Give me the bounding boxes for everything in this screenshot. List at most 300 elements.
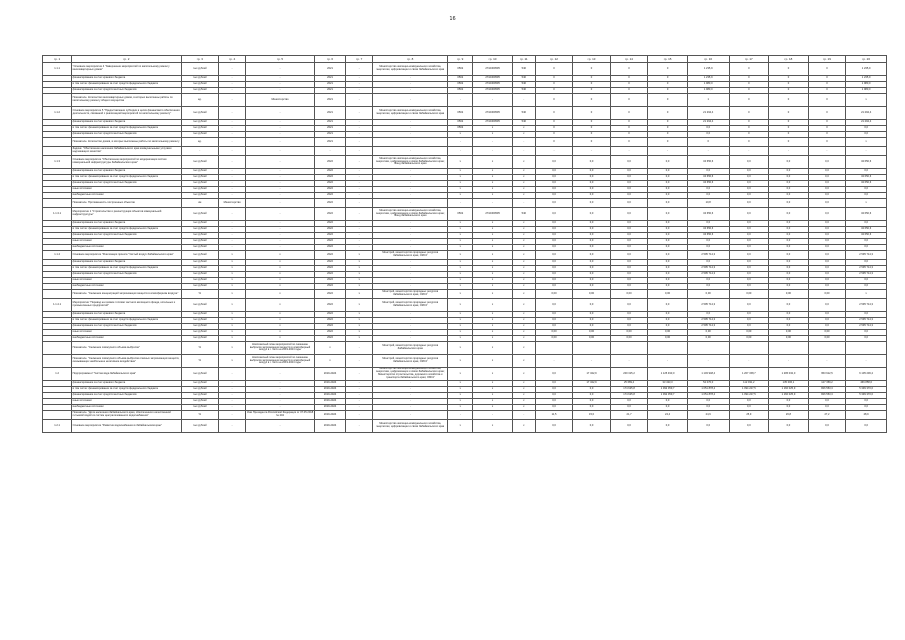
table-cell: - (373, 76, 448, 82)
table-cell: 0 (648, 94, 688, 107)
row-number-cell (43, 138, 72, 147)
table-cell: 0,0 (610, 187, 648, 193)
table-cell: 953 912,5 (808, 368, 846, 381)
table-cell: тыс.рублей (181, 221, 219, 227)
table-cell: 0,0 (846, 405, 887, 411)
table-cell: х (473, 181, 513, 187)
table-cell: х (246, 251, 315, 260)
table-cell: 0 (769, 76, 809, 82)
table-cell: тыс.рублей (181, 251, 219, 260)
row-title-cell: Показатель: Протяженность построенных объектов (72, 199, 181, 208)
table-cell: 0,0 (610, 221, 648, 227)
table-cell: х (473, 260, 513, 266)
table-cell: 2022 (314, 175, 345, 181)
table-cell: - (373, 120, 448, 126)
table-cell: х (246, 318, 315, 324)
table-cell: 28,9 (846, 411, 887, 420)
table-cell: Министерство жилищно-коммунального хозяйства, энергетики, цифровизации и связи Забайкальского края; Фонд Забайкальского края (373, 156, 448, 169)
table-cell (729, 342, 769, 355)
table-cell: 2022 (314, 193, 345, 199)
table-cell: тыс.рублей (181, 156, 219, 169)
table-cell (808, 342, 846, 355)
table-cell: 0,0 (610, 251, 648, 260)
row-title-cell: внебюджетные источники (72, 284, 181, 290)
table-cell: 540 (512, 88, 535, 94)
table-cell: 26,8 (769, 411, 809, 420)
table-cell: х (448, 187, 473, 193)
table-cell: х (346, 336, 373, 342)
table-cell: - (512, 147, 535, 156)
table-cell: 0,0 (808, 239, 846, 245)
table-cell: - (219, 420, 246, 433)
table-cell: 1 235,9 (846, 76, 887, 82)
row-number-cell: 1.1.2 (43, 107, 72, 120)
table-cell: х (512, 126, 535, 132)
table-cell: 1 094 227,5 (729, 393, 769, 399)
table-cell: х (346, 260, 373, 266)
table-cell: 0502 (448, 107, 473, 120)
table-cell: 2021 (314, 82, 345, 88)
table-cell: 2 595 714,3 (687, 318, 729, 324)
table-cell: 0 (610, 120, 648, 126)
table-cell: - (473, 138, 513, 147)
table-cell: 2021 (314, 107, 345, 120)
table-cell: 34 650,6 (687, 175, 729, 181)
table-cell: 0,0 (846, 278, 887, 284)
table-cell: - (219, 381, 246, 387)
table-cell: 2710309505 (473, 76, 513, 82)
table-cell: - (346, 63, 373, 76)
header-row (43, 56, 887, 63)
table-cell: х (473, 221, 513, 227)
table-cell: 0,0 (535, 199, 573, 208)
table-cell: х (473, 399, 513, 405)
table-cell: - (219, 399, 246, 405)
table-cell: 1 235,9 (687, 76, 729, 82)
table-cell: х (448, 245, 473, 251)
table-cell: 0,0 (573, 233, 611, 239)
table-cell: 0,0 (808, 227, 846, 233)
table-cell: х (448, 420, 473, 433)
table-cell: х (512, 330, 535, 336)
table-cell: 1 160 025,9 (769, 393, 809, 399)
table-cell: х (473, 272, 513, 278)
table-cell: 0,0 (573, 324, 611, 330)
table-cell: х (473, 420, 513, 433)
table-cell: 0 (573, 76, 611, 82)
table-cell: тыс.рублей (181, 88, 219, 94)
table-cell: 2022 (314, 187, 345, 193)
table-cell: х (448, 324, 473, 330)
table-cell: 2022 (314, 272, 345, 278)
table-cell: х (512, 381, 535, 387)
table-cell: 0 (535, 126, 573, 132)
table-cell: 0,0 (573, 208, 611, 221)
table-cell: - (373, 193, 448, 199)
table-cell: 2019-2024 (314, 393, 345, 399)
table-cell: 0502 (448, 88, 473, 94)
table-cell: 0,0 (729, 199, 769, 208)
table-cell: тыс.рублей (181, 399, 219, 405)
table-cell: 2710309505 (473, 107, 513, 120)
table-cell: 0,0 (808, 399, 846, 405)
table-cell: х (473, 245, 513, 251)
table-cell: 0,0 (648, 266, 688, 272)
table-cell: 0 (573, 132, 611, 138)
table-cell: х (346, 290, 373, 299)
table-cell: 0,0 (729, 324, 769, 330)
table-cell: 0,0 (535, 156, 573, 169)
table-cell: - (219, 233, 246, 239)
table-cell: 2 595 714,3 (846, 299, 887, 312)
row-number-cell: 1.1.4 (43, 251, 72, 260)
column-header: гр. 5 (246, 56, 315, 63)
table-cell: 1 980,0 (846, 82, 887, 88)
table-cell: - (346, 221, 373, 227)
table-cell: - (373, 318, 448, 324)
table-cell: х (473, 405, 513, 411)
table-cell: 0,0 (610, 239, 648, 245)
table-cell: 0 (535, 107, 573, 120)
table-cell: х (448, 342, 473, 355)
table-cell: 0 (808, 94, 846, 107)
table-row (43, 368, 887, 381)
table-cell: х (512, 156, 535, 169)
table-cell: 0,0 (535, 381, 573, 387)
table-cell: 0,0 (535, 181, 573, 187)
table-cell: 21,7 (610, 411, 648, 420)
table-cell: - (729, 355, 769, 368)
table-cell: тыс.рублей (181, 381, 219, 387)
table-cell: х (448, 193, 473, 199)
table-cell: х (512, 181, 535, 187)
table-cell: - (219, 221, 246, 227)
table-cell: - (769, 147, 809, 156)
table-cell: 0 (729, 82, 769, 88)
table-cell: тыс.рублей (181, 260, 219, 266)
table-cell: 0,0 (846, 221, 887, 227)
table-cell: 0,0 (535, 266, 573, 272)
table-cell: 0,0 (687, 169, 729, 175)
table-cell: 0,0 (769, 266, 809, 272)
row-title-cell: финансирование за счет средств местных бюджетов (72, 181, 181, 187)
table-cell: - (473, 199, 513, 208)
table-cell: 34 650,6 (846, 233, 887, 239)
table-cell: - (373, 278, 448, 284)
table-cell: 0,0 (687, 221, 729, 227)
table-cell: - (346, 387, 373, 393)
table-cell: 0,0 (648, 169, 688, 175)
table-cell: 2022 (314, 324, 345, 330)
table-cell: х (448, 181, 473, 187)
table-cell: 0,00 (769, 336, 809, 342)
table-cell: 0,0 (808, 318, 846, 324)
table-cell: 0,0 (610, 245, 648, 251)
table-row (43, 251, 887, 260)
table-row (43, 156, 887, 169)
table-cell: тыс.рублей (181, 405, 219, 411)
table-cell: - (219, 169, 246, 175)
table-cell: 0,0 (846, 312, 887, 318)
table-cell: 17 342,9 (573, 368, 611, 381)
table-cell: 0,0 (610, 260, 648, 266)
table-cell: 0,0 (687, 239, 729, 245)
table-cell: 0,0 (648, 208, 688, 221)
table-cell: - (448, 199, 473, 208)
table-cell: х (219, 260, 246, 266)
table-cell: х (346, 318, 373, 324)
table-cell: - (346, 82, 373, 88)
table-cell: 0,0 (610, 312, 648, 318)
table-cell: 0,0 (535, 187, 573, 193)
table-cell: 1 125 493,0 (648, 368, 688, 381)
row-title-cell: финансирование за счет средств местных бюджетов (72, 324, 181, 330)
table-cell: 0,0 (535, 251, 573, 260)
table-cell: - (687, 147, 729, 156)
table-cell: 0,0 (648, 272, 688, 278)
table-cell: 0,0 (573, 193, 611, 199)
table-cell: - (246, 221, 315, 227)
table-cell: 0,0 (535, 233, 573, 239)
table-cell: 0,0 (729, 175, 769, 181)
table-cell: - (246, 126, 315, 132)
table-cell: 0,0 (648, 227, 688, 233)
table-cell: 2 595 714,3 (846, 318, 887, 324)
table-cell: - (219, 193, 246, 199)
table-cell: км (181, 199, 219, 208)
table-cell: 0,0 (729, 245, 769, 251)
table-cell: х (246, 290, 315, 299)
table-cell: 2022 (314, 312, 345, 318)
table-cell: 0 (769, 126, 809, 132)
table-cell: 0 (573, 138, 611, 147)
table-cell: тыс.рублей (181, 120, 219, 126)
table-cell: 0 (535, 138, 573, 147)
table-cell: 2019-2024 (314, 411, 345, 420)
table-cell: х (346, 299, 373, 312)
table-cell (573, 342, 611, 355)
table-cell: - (246, 227, 315, 233)
table-cell: 0 (808, 107, 846, 120)
table-row (43, 208, 887, 221)
table-cell: 0,0 (808, 169, 846, 175)
table-cell: 2710309505 (473, 120, 513, 126)
table-cell: 0,0 (846, 284, 887, 290)
table-cell: - (246, 405, 315, 411)
table-cell: 0,0 (729, 169, 769, 175)
table-cell: 0,0 (729, 193, 769, 199)
table-cell: 0 (808, 138, 846, 147)
column-header: гр. 3 (181, 56, 219, 63)
table-cell: 1 235,9 (846, 63, 887, 76)
table-cell: 0,0 (573, 399, 611, 405)
table-cell: 0,00 (535, 290, 573, 299)
table-cell: 0,0 (648, 324, 688, 330)
table-cell: 0 (535, 63, 573, 76)
table-cell: - (346, 233, 373, 239)
table-cell: - (246, 169, 315, 175)
table-cell: 0,0 (846, 399, 887, 405)
table-cell: 466 858,6 (846, 381, 887, 387)
table-cell: 0,0 (535, 318, 573, 324)
table-cell: 34 650,6 (687, 233, 729, 239)
row-title-cell: иные источники (72, 278, 181, 284)
table-cell: х (512, 187, 535, 193)
table-cell: 1 980,0 (846, 88, 887, 94)
table-cell: 540 (512, 208, 535, 221)
table-cell: тыс.рублей (181, 284, 219, 290)
table-cell: х (346, 272, 373, 278)
row-title-cell: Основное мероприятие 5 "Предоставление субсидии в целях финансового обеспечения деятельности, связанной с реализацией мероприятий по капитальному ремонту" (72, 107, 181, 120)
column-header: гр. 16 (687, 56, 729, 63)
row-number-cell: 1.1.4.1 (43, 299, 72, 312)
table-cell: 0,0 (648, 156, 688, 169)
table-cell: - (346, 175, 373, 181)
table-cell: - (346, 126, 373, 132)
table-cell: 0,00 (808, 290, 846, 299)
table-cell: Минстрой, министерство природных ресурсов Забайкальского края, ОМСУ (373, 299, 448, 312)
table-cell: 0,0 (535, 260, 573, 266)
table-cell: 0 (573, 120, 611, 126)
table-cell: 2022 (314, 299, 345, 312)
table-cell: 2022 (314, 284, 345, 290)
table-cell: тыс.рублей (181, 336, 219, 342)
table-cell: 0 (648, 88, 688, 94)
table-cell: х (512, 290, 535, 299)
table-cell (687, 342, 729, 355)
table-cell: - (610, 355, 648, 368)
table-cell: 0 (769, 107, 809, 120)
row-number-cell: 1.1.1 (43, 63, 72, 76)
row-title-cell: Показатель: "Снижение совокупного объема выбросов опасных загрязняющих веществ, оказывающих наибольшее негативное воздействие" (72, 355, 181, 368)
table-cell: - (846, 147, 887, 156)
table-cell: 0,0 (610, 208, 648, 221)
table-cell: 0,0 (610, 278, 648, 284)
table-cell: - (346, 94, 373, 107)
table-cell: 21 294,4 (687, 120, 729, 126)
row-title-cell: внебюджетные источники (72, 193, 181, 199)
table-cell: тыс.рублей (181, 239, 219, 245)
table-cell: 0,0 (573, 175, 611, 181)
table-cell: Минстрой, министерство природных ресурсов Забайкальского края, ОМСУ (373, 355, 448, 368)
table-cell: тыс.рублей (181, 330, 219, 336)
table-cell: 0,0 (769, 221, 809, 227)
row-title-cell: Показатель: "Снижение совокупного объема выбросов" (72, 342, 181, 355)
table-cell: - (246, 233, 315, 239)
table-cell: 2019-2024 (314, 420, 345, 433)
table-cell: - (246, 138, 315, 147)
table-cell: - (246, 199, 315, 208)
table-cell: 0 (769, 63, 809, 76)
table-cell: 0 (610, 82, 648, 88)
table-cell: х (512, 260, 535, 266)
table-cell: 0,0 (729, 239, 769, 245)
table-cell: х (448, 260, 473, 266)
table-cell: 2710309505 (473, 63, 513, 76)
table-cell: х (473, 187, 513, 193)
table-cell: 0,0 (808, 284, 846, 290)
table-cell: х (473, 126, 513, 132)
table-cell: х (846, 290, 887, 299)
table-cell: - (219, 132, 246, 138)
table-cell: 0 (769, 120, 809, 126)
table-cell: 0,0 (846, 169, 887, 175)
table-cell: - (219, 208, 246, 221)
table-cell: ед. (181, 94, 219, 107)
table-cell: 0,0 (573, 181, 611, 187)
table-cell: х (246, 312, 315, 318)
table-cell: - (219, 63, 246, 76)
table-cell: х (219, 342, 246, 355)
table-cell: 2021 (314, 94, 345, 107)
table-cell: - (246, 393, 315, 399)
table-cell: - (729, 147, 769, 156)
table-cell: 0,0 (769, 239, 809, 245)
table-cell: 0,0 (610, 233, 648, 239)
table-cell: Минстрой, министерство природных ресурсов Забайкальского края, ОМСУ (373, 290, 448, 299)
table-cell: 540 (512, 107, 535, 120)
table-cell: 0,0 (729, 233, 769, 239)
table-cell: - (373, 266, 448, 272)
table-cell: 0,0 (769, 260, 809, 266)
table-cell: 15,0 (573, 411, 611, 420)
table-cell (610, 342, 648, 355)
table-cell: х (246, 324, 315, 330)
table-cell: тыс.рублей (181, 318, 219, 324)
table-cell: - (373, 272, 448, 278)
table-cell: - (346, 399, 373, 405)
table-cell: 2022 (314, 245, 345, 251)
table-cell: - (535, 355, 573, 368)
table-cell: тыс.рублей (181, 278, 219, 284)
table-cell: 0,0 (535, 284, 573, 290)
table-cell: х (473, 381, 513, 387)
table-body (43, 63, 887, 433)
table-cell: 0 (573, 63, 611, 76)
table-cell: 0,0 (573, 227, 611, 233)
table-cell: 0,0 (535, 420, 573, 433)
table-cell: Министерство жилищно-коммунального хозяйства, энергетики, цифровизации и связи Забайкальского края; Фонд Забайкальского края (373, 208, 448, 221)
table-cell: 2019-2024 (314, 387, 345, 393)
table-cell: 0 (808, 63, 846, 76)
table-cell: 0,0 (573, 239, 611, 245)
table-cell: тыс.рублей (181, 193, 219, 199)
table-cell: тыс.рублей (181, 368, 219, 381)
table-cell: 826 553,3 (808, 393, 846, 399)
table-cell: х (512, 227, 535, 233)
table-cell: 0,0 (573, 318, 611, 324)
table-cell: 34 650,6 (846, 208, 887, 221)
table-cell: х (448, 318, 473, 324)
table-cell: 2022 (314, 227, 345, 233)
table-cell: 0,0 (648, 312, 688, 318)
table-cell: 0 (535, 82, 573, 88)
table-cell: - (687, 355, 729, 368)
table-cell: 0,0 (769, 318, 809, 324)
table-cell: 0 (808, 82, 846, 88)
table-cell: 0,0 (769, 284, 809, 290)
table-cell: 0,00 (769, 290, 809, 299)
table-cell: х (512, 355, 535, 368)
table-cell: тыс.рублей (181, 420, 219, 433)
table-cell: - (346, 169, 373, 175)
table-cell: х (473, 169, 513, 175)
table-cell: 0,0 (846, 330, 887, 336)
table-cell: 0,0 (808, 193, 846, 199)
table-cell: 2022 (314, 199, 345, 208)
table-cell (648, 342, 688, 355)
table-cell: х (512, 324, 535, 330)
